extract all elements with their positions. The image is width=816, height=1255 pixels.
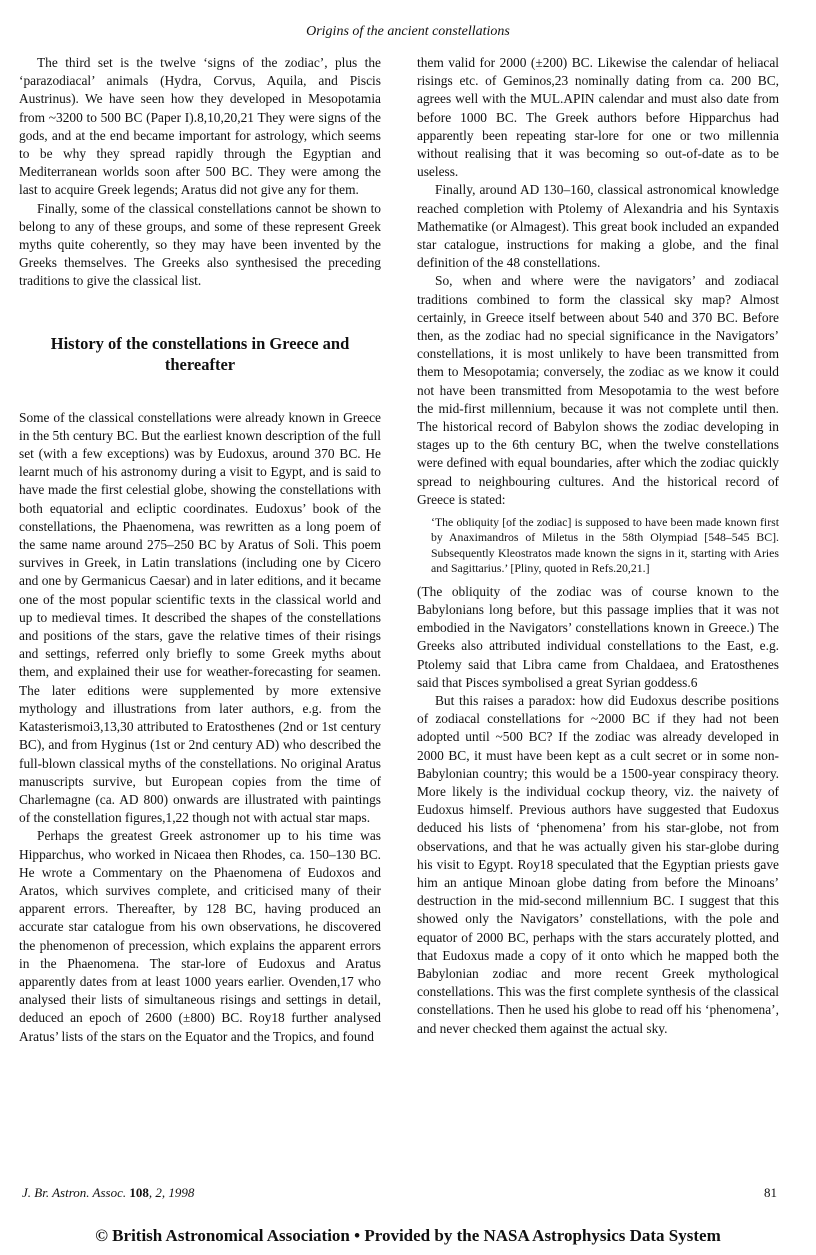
paragraph: Perhaps the greatest Greek astronomer up to his time was Hipparchus, who worked in Nicaea then Rhodes, ca. 150–130 BC. He wrote a Commentary on the Phaenomena of Eudoxos and Aratos, which survives complete, and criticised many of their apparent errors. Thereafter, by 128 BC, having produced an accurate star catalogue from his own observations, he discovered the phenomenon of precession, which explains the apparent errors in the Phaenomena. The star-lore of Eudoxus and Aratus apparently dates from at least 1000 years earlier. Ovenden,17 who analysed their lists of simultaneous risings and settings in detail, deduced an epoch of 2600 (±800) BC. Roy18 further analysed Aratus’ lists of the stars on the Equator and the Tropics, and found (19, 828, 381, 1044)
left-column (19, 54, 381, 1046)
journal-volume: 108 (129, 1185, 149, 1200)
paragraph: But this raises a paradox: how did Eudoxus describe positions of zodiacal constellations for ~2000 BC if they had not been adopted until ~500 BC? If the zodiac was already developed in 2000 BC, it must have been kept as a cult secret or in some non-Babylonian country; this would be a 1500-year conspiracy theory. More likely is the individual cockup theory, viz. the naivety of Eudoxus himself. Previous authors have suggested that Eudoxus deduced his lists of ‘phenomena’ from his star-globe, not from observations, and that he was actually given his star-globe during his visit to Egypt. Roy18 speculated that the Egyptian priests gave him an antique Minoan globe dating from before the Minoans’ destruction in the mid-second millennium BC. I suggest that this showed only the Navigators’ constellations, with the pole and equator of 2000 BC, perhaps with the stars accurately plotted, and that Eudoxus made a copy of it onto which he mapped both the Babylonian zodiac and more recent Greek mythological constellations. This was the first complete synthesis of the classical constellations. Then he used his globe to read off his ‘phenomena’, and never checked them against the actual sky. (417, 692, 779, 1036)
paragraph: Finally, around AD 130–160, classical astronomical knowledge reached completion with Ptolemy of Alexandria and his Syntaxis Mathematike (or Almagest). This great book included an expanded star catalogue, instructions for making a globe, and the final definition of the 48 constellations. (417, 182, 779, 271)
paragraph: them valid for 2000 (±200) BC. Likewise the calendar of heliacal risings etc. of Geminos,23 nominally dating from ca. 200 BC, agrees well with the MUL.APIN calendar and must also date from before 1000 BC. The Greek authors before Hipparchus had apparently been repeating star-lore for one or two millennia without realising that it was becoming so out-of-date as to be useless. (417, 55, 779, 180)
journal-name: J. Br. Astron. Assoc. (22, 1185, 127, 1200)
paragraph: So, when and where were the navigators’ and zodiacal traditions combined to form the classical sky map? Almost certainly, in Greece itself between about 540 and 370 BC. Before then, as the zodiac had no special significance in the Navigators’ constellations, it is most unlikely to have been transmitted from them to Mesopotamia; conversely, the zodiac as we know it could not have been transmitted from Mesopotamia to the west before the mid-first millennium, because it was not complete until then. The historical record of Babylon shows the zodiac developing in stages up to the 6th century BC, when the twelve constellations were defined with equal boundaries, after which the zodiac quickly spread to neighbouring cultures. And the historical record of Greece is stated: (417, 273, 779, 507)
paragraph: The third set is the twelve ‘signs of the zodiac’, plus the ‘parazodiacal’ animals (Hydra, Corvus, Aquila, and Piscis Austrinus). We have seen how they developed in Mesopotamia from ~3200 to 500 BC (Paper I).8,10,20,21 They were signs of the gods, and at the end became important for astrology, which seems to be why they spread rapidly through the Egyptian and Mediterranean worlds soon after 500 BC. They were among the last to acquire Greek legends; Aratus did not give any for them. (19, 55, 381, 198)
journal-citation (22, 1185, 194, 1201)
right-column (417, 54, 779, 1038)
section-heading: History of the constellations in Greece and thereafter (50, 333, 350, 374)
page-number: 81 (764, 1185, 777, 1200)
running-title: Origins of the ancient constellations (306, 24, 510, 39)
paragraph: (The obliquity of the zodiac was of course known to the Babylonians long before, but this passage implies that it was not embodied in the Navigators’ constellations known in Greece.) The Greeks also attributed individual constellations to the East, e.g. Ptolemy said that Libra came from Chaldaea, and Eratosthenes said that Pisces symbolised a great Syrian goddess.6 (417, 583, 779, 690)
paragraph: Some of the classical constellations were already known in Greece in the 5th century BC. But the earliest known description of the full set (with a few exceptions) was by Eudoxus, around 370 BC. He learnt much of his astronomy during a visit to Egypt, and is said to have made the first celestial globe, showing the constellations with both equatorial and ecliptic coordinates. Eudoxus’ book of the constellations, the Phaenomena, was rewritten as a long poem of the same name around 275–250 BC by Aratus of Soli. This poem survives in Greek, in Latin translations (including one by Cicero and one by Germanicus Caesar) and in later editions, and it became one of the most popular scientific texts in the classical world and up to medieval times. It described the shapes of the constellations and positions of the stars, gave the relative times of their risings and settings, referred only briefly to some Greek myths about them, and explained their use for weather-forecasting for seamen. The later editions were supplemented by more extensive mythology and illustrations from later authors, e.g. from the Katasterismoi3,13,30 attributed to Eratosthenes (2nd or 1st century BC), and from Hyginus (1st or 2nd century AD) who described the full-blown classical myths of the constellations. No original Aratus manuscripts survive, but European copies from the time of Charlemagne (ca. AD 800) onwards are illustrated with paintings of the constellation figures,1,22 though not with actual star maps. (19, 409, 381, 826)
copyright-credit: © British Astronomical Association • Provided by the NASA Astrophysics Data System (95, 1226, 721, 1245)
journal-issue: , 2, 1998 (148, 1185, 195, 1200)
paragraph: Finally, some of the classical constellations cannot be shown to belong to any of these groups, and some of these represent Greek myths quite coherently, so they may have been invented by the Greeks themselves. The Greeks also synthesised the preceding traditions to give the classical list. (19, 200, 381, 289)
block-quote: ‘The obliquity [of the zodiac] is supposed to have been made known first by Anaximandros of Miletus in the 58th Olympiad [548–545 BC]. Subsequently Kleostratos made known the signs in it, starting with Aries and Sagittarius.’ [Pliny, quoted in Refs.20,21.] (431, 515, 779, 576)
